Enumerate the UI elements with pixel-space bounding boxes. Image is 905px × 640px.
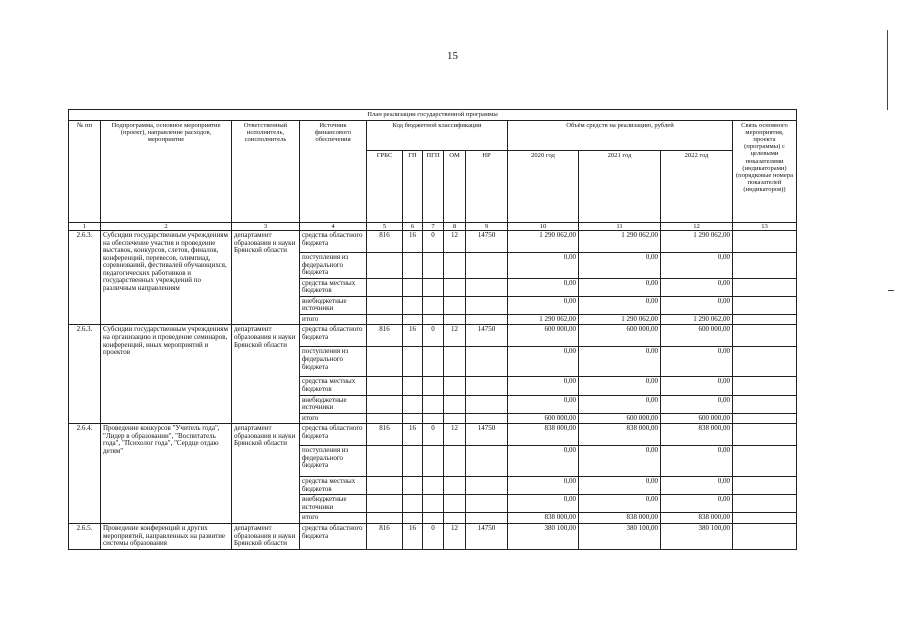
header-pgp: ПГП bbox=[423, 151, 444, 223]
code-om bbox=[444, 278, 466, 296]
code-gp bbox=[403, 395, 423, 413]
amount-y2022: 0,00 bbox=[661, 253, 733, 279]
measure-name: Субсидии государственным учреждениям на обеспечение участия и проведение выставок, конкурсов, слетов, финалов, конференций, перевесов, олимпиад, соревнований, фестивалей обучающихся, педагогических работников и государственных учреждений по различным направлениям bbox=[101, 231, 232, 325]
executor: департамент образования и науки Брянской области bbox=[232, 325, 300, 424]
code-om: 12 bbox=[444, 325, 466, 347]
column-number: 11 bbox=[579, 223, 661, 231]
header-np: НР bbox=[466, 151, 508, 223]
code-grbs: 816 bbox=[367, 325, 403, 347]
code-gp bbox=[403, 446, 423, 477]
measure-name: Проведение конкурсов "Учитель года", "Лидер в образовании", "Воспитатель года", "Психолог года", "Сердце отдаю детям" bbox=[101, 424, 232, 524]
header-y2021: 2021 год bbox=[579, 151, 661, 223]
code-grbs bbox=[367, 446, 403, 477]
code-pgp bbox=[423, 314, 444, 325]
code-np bbox=[466, 278, 508, 296]
code-pgp bbox=[423, 477, 444, 495]
indicator-link bbox=[733, 523, 797, 549]
indicator-link bbox=[733, 424, 797, 446]
amount-y2021: 0,00 bbox=[579, 395, 661, 413]
funding-source: внебюджетные источники bbox=[300, 395, 367, 413]
scan-edge-tick bbox=[888, 290, 894, 291]
column-number: 7 bbox=[423, 223, 444, 231]
column-number: 1 bbox=[69, 223, 101, 231]
funding-source: средства областного бюджета bbox=[300, 424, 367, 446]
amount-y2020: 0,00 bbox=[508, 477, 579, 495]
program-plan-table bbox=[68, 109, 797, 550]
code-gp bbox=[403, 377, 423, 395]
amount-y2020: 0,00 bbox=[508, 253, 579, 279]
amount-y2022: 0,00 bbox=[661, 477, 733, 495]
code-grbs bbox=[367, 347, 403, 377]
amount-y2021: 838 000,00 bbox=[579, 513, 661, 524]
code-gp: 16 bbox=[403, 424, 423, 446]
code-gp bbox=[403, 278, 423, 296]
code-np bbox=[466, 413, 508, 424]
funding-source: поступления из федерального бюджета bbox=[300, 347, 367, 377]
funding-source: средства областного бюджета bbox=[300, 231, 367, 253]
code-np: 14750 bbox=[466, 325, 508, 347]
code-gp bbox=[403, 477, 423, 495]
code-om: 12 bbox=[444, 424, 466, 446]
amount-y2021: 600 000,00 bbox=[579, 325, 661, 347]
amount-y2021: 0,00 bbox=[579, 347, 661, 377]
code-grbs bbox=[367, 296, 403, 314]
code-om: 12 bbox=[444, 231, 466, 253]
code-pgp bbox=[423, 296, 444, 314]
column-number: 8 bbox=[444, 223, 466, 231]
header-y2020: 2020 год bbox=[508, 151, 579, 223]
code-np bbox=[466, 314, 508, 325]
funding-source: итого bbox=[300, 513, 367, 524]
code-pgp bbox=[423, 347, 444, 377]
amount-y2021: 0,00 bbox=[579, 278, 661, 296]
code-np bbox=[466, 495, 508, 513]
amount-y2020: 0,00 bbox=[508, 296, 579, 314]
code-gp bbox=[403, 413, 423, 424]
code-om bbox=[444, 395, 466, 413]
code-om bbox=[444, 513, 466, 524]
header-num: № пп bbox=[69, 121, 101, 223]
code-grbs: 816 bbox=[367, 231, 403, 253]
amount-y2022: 838 000,00 bbox=[661, 513, 733, 524]
indicator-link bbox=[733, 513, 797, 524]
amount-y2020: 600 000,00 bbox=[508, 413, 579, 424]
row-number: 2.6.3. bbox=[69, 325, 101, 424]
funding-source: итого bbox=[300, 314, 367, 325]
row-number: 2.6.4. bbox=[69, 424, 101, 524]
code-grbs bbox=[367, 395, 403, 413]
code-om bbox=[444, 314, 466, 325]
code-om bbox=[444, 477, 466, 495]
header-gp: ГП bbox=[403, 151, 423, 223]
code-gp bbox=[403, 495, 423, 513]
amount-y2021: 600 000,00 bbox=[579, 413, 661, 424]
indicator-link bbox=[733, 477, 797, 495]
amount-y2022: 0,00 bbox=[661, 446, 733, 477]
header-volume: Объём средств на реализацию, рублей bbox=[508, 121, 733, 151]
amount-y2021: 0,00 bbox=[579, 253, 661, 279]
executor: департамент образования и науки Брянской области bbox=[232, 523, 300, 549]
amount-y2022: 600 000,00 bbox=[661, 413, 733, 424]
scan-edge-line bbox=[887, 30, 888, 110]
code-om bbox=[444, 495, 466, 513]
code-pgp: 0 bbox=[423, 231, 444, 253]
amount-y2021: 0,00 bbox=[579, 495, 661, 513]
code-gp bbox=[403, 253, 423, 279]
code-pgp bbox=[423, 446, 444, 477]
code-pgp bbox=[423, 513, 444, 524]
amount-y2021: 0,00 bbox=[579, 477, 661, 495]
measure-name: Субсидии государственным учреждениям на организацию и проведение семинаров, конференций, иных мероприятий и проектов bbox=[101, 325, 232, 424]
indicator-link bbox=[733, 413, 797, 424]
amount-y2022: 380 100,00 bbox=[661, 523, 733, 549]
code-pgp bbox=[423, 413, 444, 424]
amount-y2020: 600 000,00 bbox=[508, 325, 579, 347]
code-pgp bbox=[423, 377, 444, 395]
code-om bbox=[444, 377, 466, 395]
amount-y2020: 838 000,00 bbox=[508, 513, 579, 524]
header-grbs: ГРБС bbox=[367, 151, 403, 223]
amount-y2020: 0,00 bbox=[508, 347, 579, 377]
amount-y2020: 1 290 062,00 bbox=[508, 314, 579, 325]
code-gp bbox=[403, 513, 423, 524]
amount-y2022: 0,00 bbox=[661, 347, 733, 377]
indicator-link bbox=[733, 446, 797, 477]
amount-y2020: 838 000,00 bbox=[508, 424, 579, 446]
code-np bbox=[466, 395, 508, 413]
code-np bbox=[466, 477, 508, 495]
code-np bbox=[466, 377, 508, 395]
amount-y2021: 1 290 062,00 bbox=[579, 231, 661, 253]
funding-source: внебюджетные источники bbox=[300, 296, 367, 314]
indicator-link bbox=[733, 278, 797, 296]
code-grbs bbox=[367, 413, 403, 424]
header-budget-code: Код бюджетной классификации bbox=[367, 121, 508, 151]
code-gp: 16 bbox=[403, 325, 423, 347]
indicator-link bbox=[733, 314, 797, 325]
code-grbs: 816 bbox=[367, 424, 403, 446]
indicator-link bbox=[733, 253, 797, 279]
code-pgp bbox=[423, 395, 444, 413]
code-grbs bbox=[367, 314, 403, 325]
row-number: 2.6.3. bbox=[69, 231, 101, 325]
amount-y2021: 0,00 bbox=[579, 446, 661, 477]
funding-source: поступления из федерального бюджета bbox=[300, 446, 367, 477]
code-pgp bbox=[423, 278, 444, 296]
amount-y2021: 0,00 bbox=[579, 377, 661, 395]
amount-y2021: 838 000,00 bbox=[579, 424, 661, 446]
amount-y2020: 0,00 bbox=[508, 377, 579, 395]
header-executor: Ответственный исполнитель, соисполнитель bbox=[232, 121, 300, 223]
funding-source: итого bbox=[300, 413, 367, 424]
amount-y2022: 1 290 062,00 bbox=[661, 231, 733, 253]
code-np: 14750 bbox=[466, 231, 508, 253]
amount-y2022: 1 290 062,00 bbox=[661, 314, 733, 325]
funding-source: поступления из федерального бюджета bbox=[300, 253, 367, 279]
code-pgp bbox=[423, 495, 444, 513]
page-number: 15 bbox=[447, 50, 458, 62]
amount-y2020: 0,00 bbox=[508, 495, 579, 513]
code-grbs bbox=[367, 253, 403, 279]
table-caption-row bbox=[69, 110, 797, 121]
code-gp: 16 bbox=[403, 231, 423, 253]
code-grbs bbox=[367, 377, 403, 395]
amount-y2020: 380 100,00 bbox=[508, 523, 579, 549]
amount-y2022: 0,00 bbox=[661, 296, 733, 314]
funding-source: средства областного бюджета bbox=[300, 523, 367, 549]
indicator-link bbox=[733, 377, 797, 395]
amount-y2021: 380 100,00 bbox=[579, 523, 661, 549]
code-gp: 16 bbox=[403, 523, 423, 549]
amount-y2022: 0,00 bbox=[661, 395, 733, 413]
header-subprogram: Подпрограмма, основное мероприятие (проект), направление расходов, мероприятие bbox=[101, 121, 232, 223]
code-grbs bbox=[367, 495, 403, 513]
amount-y2021: 0,00 bbox=[579, 296, 661, 314]
code-np bbox=[466, 347, 508, 377]
indicator-link bbox=[733, 296, 797, 314]
executor: департамент образования и науки Брянской области bbox=[232, 424, 300, 524]
code-np bbox=[466, 446, 508, 477]
funding-source: средства областного бюджета bbox=[300, 325, 367, 347]
table-row bbox=[69, 325, 797, 347]
amount-y2020: 0,00 bbox=[508, 278, 579, 296]
amount-y2021: 1 290 062,00 bbox=[579, 314, 661, 325]
column-numbers-row bbox=[69, 223, 797, 231]
column-number: 5 bbox=[367, 223, 403, 231]
code-om: 12 bbox=[444, 523, 466, 549]
amount-y2022: 0,00 bbox=[661, 278, 733, 296]
funding-source: средства местных бюджетов bbox=[300, 477, 367, 495]
code-np bbox=[466, 296, 508, 314]
code-grbs bbox=[367, 477, 403, 495]
code-gp bbox=[403, 296, 423, 314]
column-number: 9 bbox=[466, 223, 508, 231]
table-row bbox=[69, 424, 797, 446]
column-number: 3 bbox=[232, 223, 300, 231]
code-om bbox=[444, 253, 466, 279]
funding-source: средства местных бюджетов bbox=[300, 377, 367, 395]
indicator-link bbox=[733, 325, 797, 347]
code-np: 14750 bbox=[466, 523, 508, 549]
indicator-link bbox=[733, 347, 797, 377]
header-om: ОМ bbox=[444, 151, 466, 223]
code-grbs bbox=[367, 513, 403, 524]
measure-name: Проведение конференций и других мероприятий, направленных на развитие системы образования bbox=[101, 523, 232, 549]
table-header-row bbox=[69, 121, 797, 151]
code-gp bbox=[403, 347, 423, 377]
executor: департамент образования и науки Брянской области bbox=[232, 231, 300, 325]
code-om bbox=[444, 413, 466, 424]
amount-y2022: 0,00 bbox=[661, 495, 733, 513]
code-gp bbox=[403, 314, 423, 325]
code-np bbox=[466, 253, 508, 279]
indicator-link bbox=[733, 495, 797, 513]
code-om bbox=[444, 296, 466, 314]
header-link: Связь основного мероприятия, проекта (программы) с целевыми показателями (индикаторами) (порядковые номера показателей (индикаторов)) bbox=[733, 121, 797, 223]
column-number: 2 bbox=[101, 223, 232, 231]
code-pgp: 0 bbox=[423, 424, 444, 446]
column-number: 4 bbox=[300, 223, 367, 231]
header-y2022: 2022 год bbox=[661, 151, 733, 223]
funding-source: внебюджетные источники bbox=[300, 495, 367, 513]
code-pgp: 0 bbox=[423, 325, 444, 347]
amount-y2022: 600 000,00 bbox=[661, 325, 733, 347]
amount-y2022: 838 000,00 bbox=[661, 424, 733, 446]
column-number: 10 bbox=[508, 223, 579, 231]
indicator-link bbox=[733, 231, 797, 253]
column-number: 13 bbox=[733, 223, 797, 231]
amount-y2020: 1 290 062,00 bbox=[508, 231, 579, 253]
code-grbs bbox=[367, 278, 403, 296]
code-pgp bbox=[423, 253, 444, 279]
code-np: 14750 bbox=[466, 424, 508, 446]
code-pgp: 0 bbox=[423, 523, 444, 549]
amount-y2020: 0,00 bbox=[508, 395, 579, 413]
table-caption: План реализации государственной программы bbox=[69, 110, 797, 121]
amount-y2020: 0,00 bbox=[508, 446, 579, 477]
table-row bbox=[69, 231, 797, 253]
code-om bbox=[444, 347, 466, 377]
column-number: 6 bbox=[403, 223, 423, 231]
funding-source: средства местных бюджетов bbox=[300, 278, 367, 296]
header-source: Источник финансового обеспечения bbox=[300, 121, 367, 223]
indicator-link bbox=[733, 395, 797, 413]
table-row bbox=[69, 523, 797, 549]
row-number: 2.6.5. bbox=[69, 523, 101, 549]
amount-y2022: 0,00 bbox=[661, 377, 733, 395]
column-number: 12 bbox=[661, 223, 733, 231]
code-om bbox=[444, 446, 466, 477]
code-np bbox=[466, 513, 508, 524]
code-grbs: 816 bbox=[367, 523, 403, 549]
